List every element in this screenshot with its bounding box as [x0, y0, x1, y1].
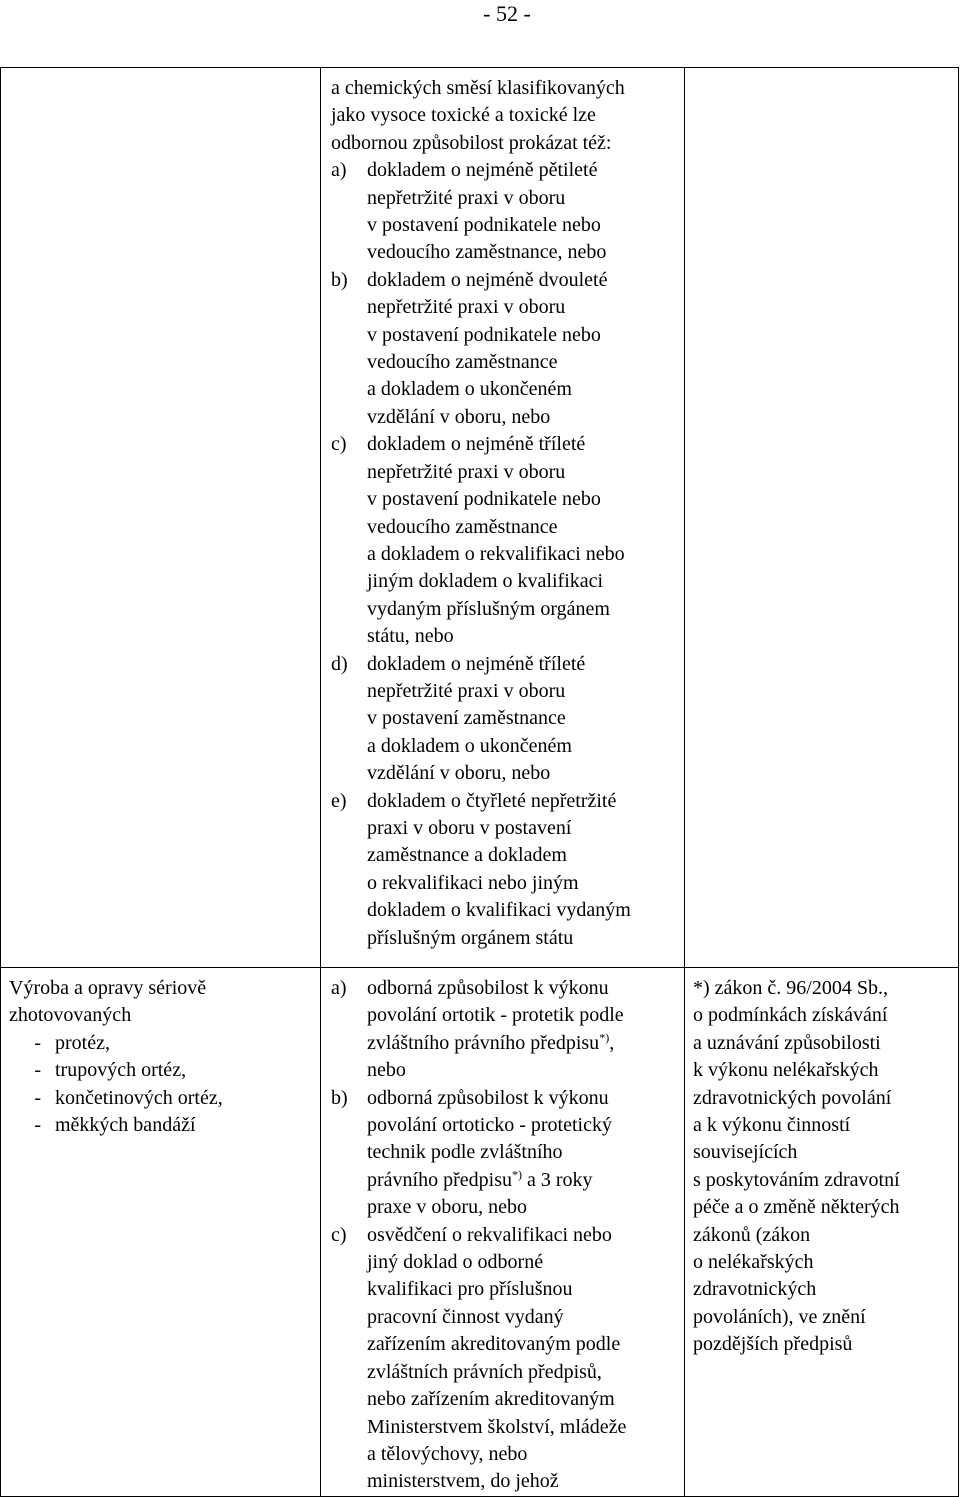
intro-line: jako vysoce toxické a toxické lze	[331, 104, 596, 127]
item-line: Ministerstvem školství, mládeže	[367, 1415, 627, 1438]
item-line: vedoucího zaměstnance, nebo	[367, 241, 607, 264]
note-line: o nelékařských	[693, 1251, 814, 1274]
item-line: vzdělání v oboru, nebo	[367, 405, 551, 428]
item-text	[367, 788, 678, 952]
footnote-marker: *)	[511, 1167, 522, 1182]
item-line: povolání ortoticko - protetický	[367, 1114, 612, 1137]
item-line-text: ,	[609, 1031, 615, 1054]
item-line: příslušným orgánem státu	[367, 926, 574, 949]
list-item	[331, 1222, 678, 1496]
note-line: s poskytováním zdravotní	[693, 1168, 900, 1191]
item-line-with-footnote	[367, 1030, 678, 1057]
item-text	[367, 1085, 678, 1222]
note-line: a uznávání způsobilosti	[693, 1031, 881, 1054]
item-label: d)	[331, 652, 348, 675]
item-line: nepřetržité praxi v oboru	[367, 296, 566, 319]
table-row	[1, 68, 959, 968]
activity-item: končetinových ortéz,	[55, 1086, 223, 1109]
item-line: jiným dokladem o kvalifikaci	[367, 570, 604, 593]
row1-activity-cell	[1, 68, 321, 968]
item-line: dokladem o nejméně tříleté	[367, 433, 586, 456]
item-line: v postavení podnikatele nebo	[367, 214, 601, 237]
item-line: dokladem o nejméně pětileté	[367, 159, 598, 182]
item-line: nepřetržité praxi v oboru	[367, 460, 566, 483]
item-label: e)	[331, 789, 347, 812]
list-item	[331, 651, 678, 788]
row1-qualification-cell	[321, 68, 685, 968]
activity-title-line: Výroba a opravy sériově	[9, 977, 207, 999]
item-text	[367, 157, 678, 267]
note-line: zákonů (zákon	[693, 1223, 811, 1246]
item-line: a dokladem o ukončeném	[367, 734, 572, 757]
item-line: nebo	[367, 1059, 406, 1082]
list-item	[9, 1112, 314, 1139]
item-line: odborná způsobilost k výkonu	[367, 977, 609, 999]
note-line: o podmínkách získávání	[693, 1004, 888, 1027]
dash-marker: -	[34, 1086, 41, 1109]
item-line: dokladem o kvalifikaci vydaným	[367, 899, 631, 922]
item-line: dokladem o nejméně dvouleté	[367, 268, 608, 291]
list-item	[331, 157, 678, 267]
item-text	[367, 651, 678, 788]
note-line: zdravotnických povolání	[693, 1086, 892, 1109]
note-line: k výkonu nelékařských	[693, 1059, 879, 1082]
item-line: zvláštních právních předpisů,	[367, 1360, 602, 1383]
item-line: v postavení zaměstnance	[367, 707, 566, 730]
item-line: ministerstvem, do jehož	[367, 1470, 559, 1493]
row1-note-cell	[685, 68, 959, 968]
list-item	[331, 975, 678, 1085]
item-line: vydaným příslušným orgánem	[367, 597, 610, 620]
note-line: souvisejících	[693, 1141, 798, 1164]
item-line: technik podle zvláštního	[367, 1141, 563, 1164]
item-line: vedoucího zaměstnance	[367, 351, 558, 374]
item-line: o rekvalifikaci nebo jiným	[367, 871, 579, 894]
list-item	[331, 1085, 678, 1222]
item-line: a dokladem o ukončeném	[367, 378, 572, 401]
item-line: nepřetržité praxi v oboru	[367, 679, 566, 702]
note-line: péče a o změně některých	[693, 1196, 900, 1219]
item-line: dokladem o čtyřleté nepřetržité	[367, 789, 617, 812]
row2-qualification-cell	[321, 968, 685, 1497]
row2-activity-cell	[1, 968, 321, 1497]
intro-line: a chemických směsí klasifikovaných	[331, 77, 625, 99]
intro-line: odbornou způsobilost prokázat též:	[331, 131, 612, 154]
item-line: praxi v oboru v postavení	[367, 816, 572, 839]
item-line: zařízením akreditovaným podle	[367, 1333, 621, 1356]
item-label: a)	[331, 159, 347, 182]
note-line: povoláních), ve znění	[693, 1305, 866, 1328]
item-line: v postavení podnikatele nebo	[367, 323, 601, 346]
item-line: vedoucího zaměstnance	[367, 515, 558, 538]
item-line: a dokladem o rekvalifikaci nebo	[367, 542, 625, 565]
item-line: povolání ortotik - protetik podle	[367, 1004, 624, 1027]
item-line: pracovní činnost vydaný	[367, 1305, 564, 1328]
item-line: nebo zařízením akreditovaným	[367, 1388, 615, 1411]
activity-title-line: zhotovovaných	[9, 1004, 132, 1027]
item-label: b)	[331, 268, 348, 291]
item-line-with-footnote	[367, 1167, 678, 1194]
page-number: - 52 -	[483, 1, 531, 26]
item-line-text: a 3 roky	[521, 1168, 593, 1191]
dash-marker: -	[34, 1031, 41, 1054]
item-line: a tělovýchovy, nebo	[367, 1442, 528, 1465]
item-text	[367, 267, 678, 431]
item-label: a)	[331, 977, 347, 999]
activity-item: trupových ortéz,	[55, 1059, 187, 1082]
list-item	[9, 1057, 314, 1084]
item-line: praxe v oboru, nebo	[367, 1196, 527, 1219]
item-line-text: právního předpisu	[367, 1168, 512, 1191]
item-line-text: zvláštního právního předpisu	[367, 1031, 600, 1054]
footnote-marker: *)	[599, 1030, 610, 1045]
list-item	[331, 267, 678, 431]
table-row	[1, 968, 959, 1497]
list-item	[331, 788, 678, 952]
item-line: dokladem o nejméně tříleté	[367, 652, 586, 675]
item-line: kvalifikaci pro příslušnou	[367, 1278, 573, 1301]
row2-note-cell	[685, 968, 959, 1497]
list-item	[9, 1085, 314, 1112]
note-line: zdravotnických	[693, 1278, 817, 1301]
regulation-table	[0, 67, 959, 1497]
note-line: pozdějších předpisů	[693, 1333, 853, 1356]
item-label: c)	[331, 1223, 347, 1246]
item-line: osvědčení o rekvalifikaci nebo	[367, 1223, 612, 1246]
item-text	[367, 431, 678, 650]
item-line: odborná způsobilost k výkonu	[367, 1086, 609, 1109]
item-line: jiný doklad o odborné	[367, 1251, 544, 1274]
item-line: státu, nebo	[367, 625, 454, 648]
item-line: zaměstnance a dokladem	[367, 844, 567, 867]
item-line: v postavení podnikatele nebo	[367, 488, 601, 511]
activity-item: protéz,	[55, 1031, 110, 1054]
item-line: nepřetržité praxi v oboru	[367, 186, 566, 209]
item-text	[367, 1222, 678, 1496]
item-label: b)	[331, 1086, 348, 1109]
list-item	[331, 431, 678, 650]
activity-item: měkkých bandáží	[55, 1114, 196, 1137]
list-item	[9, 1030, 314, 1057]
note-line: a k výkonu činností	[693, 1114, 851, 1137]
item-label: c)	[331, 433, 347, 456]
dash-marker: -	[34, 1059, 41, 1082]
item-line: vzdělání v oboru, nebo	[367, 762, 551, 785]
note-line: *) zákon č. 96/2004 Sb.,	[693, 977, 888, 999]
dash-marker: -	[34, 1114, 41, 1137]
item-text	[367, 975, 678, 1085]
